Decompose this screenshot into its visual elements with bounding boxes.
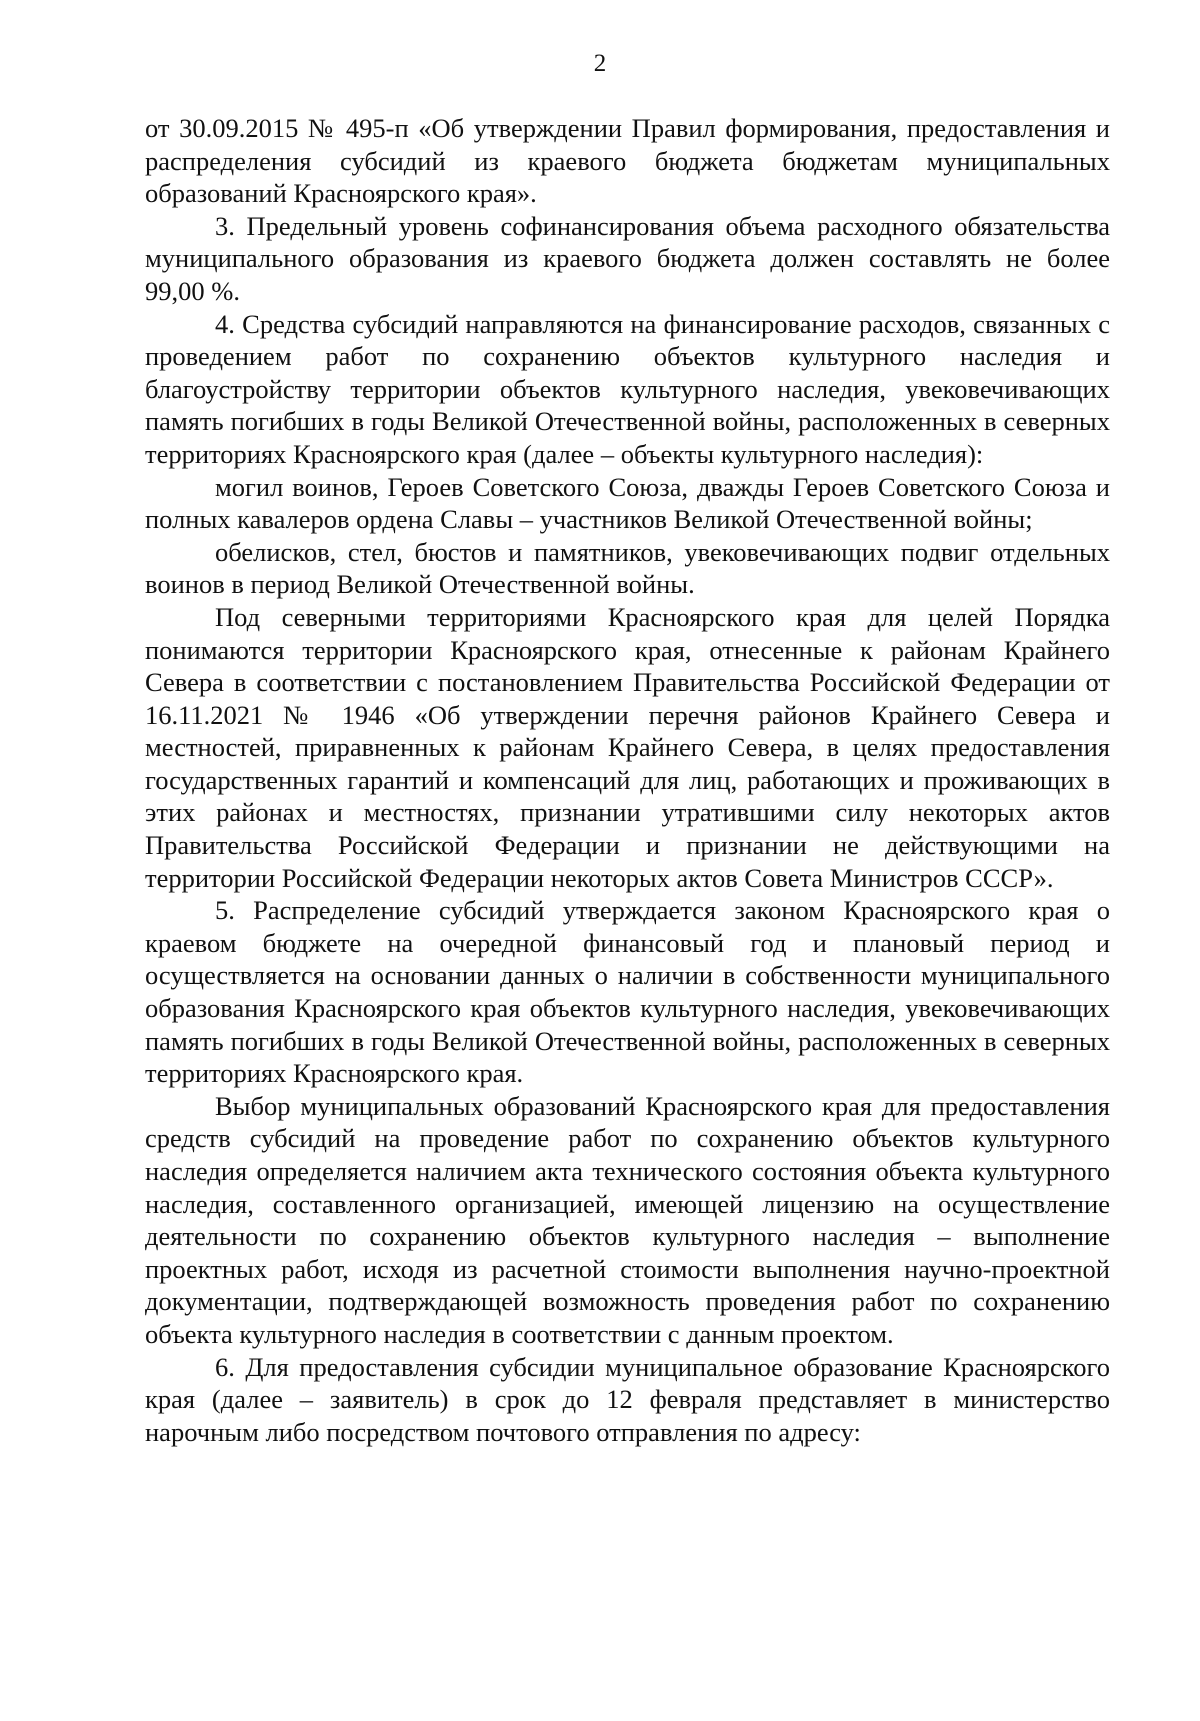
paragraph-monuments-list-entry: обелисков, стел, бюстов и памятников, увековечивающих подвиг отдельных воинов в период Великой Отечественной войны.: [145, 536, 1110, 600]
paragraph-item-6: 6. Для предоставления субсидии муниципальное образование Красноярского края (далее – заявитель) в срок до 12 февраля представляет в министерство нарочным либо посредством почтового отправления по адресу:: [145, 1351, 1110, 1447]
paragraph-item-3: 3. Предельный уровень софинансирования объема расходного обязательства муниципального образования из краевого бюджета должен составлять не более 99,00 %.: [145, 210, 1110, 306]
page-number: 2: [593, 50, 607, 77]
paragraph-continuation: от 30.09.2015 № 495-п «Об утверждении Правил формирования, предоставления и распределения субсидий из краевого бюджета бюджетам муниципальных образований Красноярского края».: [145, 113, 1110, 209]
paragraph-item-5: 5. Распределение субсидий утверждается законом Красноярского края о краевом бюджете на очередной финансовый год и плановый период и осуществляется на основании данных о наличии в собственности муниципального образования Красноярского края объектов культурного наследия, увековечивающих память погибших в годы Великой Отечественной войны, расположенных в северных территориях Красноярского края.: [145, 895, 1110, 1089]
paragraph-selection-criteria: Выбор муниципальных образований Красноярского края для предоставления средств субсидий на проведение работ по сохранению объектов культурного наследия определяется наличием акта технического состояния объекта культурного наследия, составленного организацией, имеющей лицензию на осуществление деятельности по сохранению объектов культурного наследия – выполнение проектных работ, исходя из расчетной стоимости выполнения научно-проектной документации, подтверждающей возможность проведения работ по сохранению объекта культурного наследия в соответствии с данным проектом.: [145, 1090, 1110, 1349]
paragraph-northern-territories: Под северными территориями Красноярского края для целей Порядка понимаются территории Красноярского края, отнесенные к районам Крайнего Севера в соответствии с постановлением Правительства Российской Федерации от 16.11.2021 № 1946 «Об утверждении перечня районов Крайнего Севера и местностей, приравненных к районам Крайнего Севера, в целях предоставления государственных гарантий и компенсаций для лиц, работающих и проживающих в этих районах и местностях, признании утратившими силу некоторых актов Правительства Российской Федерации и признании не действующими на территории Российской Федерации некоторых актов Совета Министров СССР».: [145, 601, 1110, 893]
document-body: [145, 112, 1110, 1448]
paragraph-item-4: 4. Средства субсидий направляются на финансирование расходов, связанных с проведением работ по сохранению объектов культурного наследия и благоустройству территории объектов культурного наследия, увековечивающих память погибших в годы Великой Отечественной войны, расположенных в северных территориях Красноярского края (далее – объекты культурного наследия):: [145, 308, 1110, 469]
paragraph-graves-list-entry: могил воинов, Героев Советского Союза, дважды Героев Советского Союза и полных кавалеров ордена Славы – участников Великой Отечественной войны;: [145, 471, 1110, 535]
